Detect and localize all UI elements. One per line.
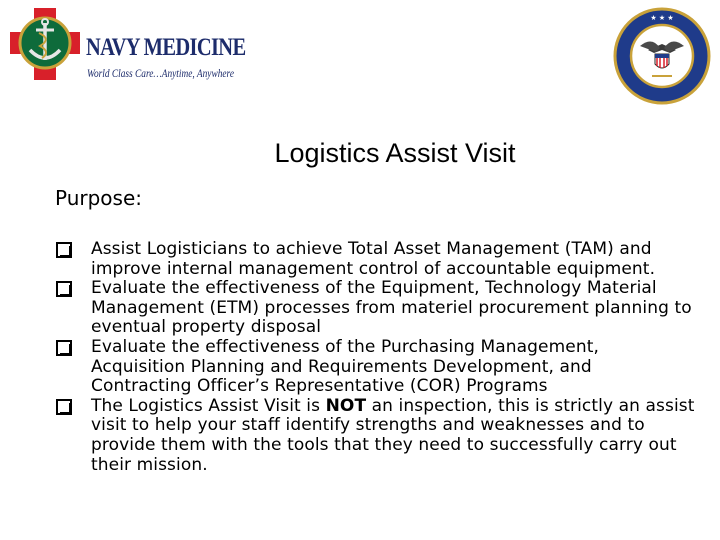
brand-tagline: World Class Care…Anytime, Anywhere [87,66,234,80]
list-item [56,338,696,397]
anchor-cross-emblem-icon [6,8,84,80]
list-item [56,240,696,279]
checkbox-square-icon [56,281,72,297]
bullet-text: Evaluate the effectiveness of the Equipment, Technology Material Management (ETM) processes from materiel procurement planning to eventual property disposal [91,278,692,338]
bullet-text: Assist Logisticians to achieve Total Asset Management (TAM) and improve internal management control of accountable equipment. [91,239,656,279]
bullet-text: Evaluate the effectiveness of the Purchasing Management, Acquisition Planning and Requirements Development, and Contracting Officer’s Representative (COR) Programs [91,336,599,397]
purpose-label: Purpose: [55,186,143,210]
emphasis-not: NOT [325,395,367,416]
navy-seal-icon [612,6,712,106]
list-item [56,397,696,475]
checkbox-square-icon [56,242,72,258]
brand-name: NAVY MEDICINE [86,34,246,61]
bullet-text-after: an inspection, this is strictly an assist visit to help your staff identify strengths and weaknesses and to provide them with the tools that they need to successfully carry out their mission. [91,395,695,475]
bullet-list [56,240,696,475]
navy-medicine-logo [6,8,246,80]
checkbox-square-icon [56,399,72,415]
bullet-text-before: The Logistics Assist Visit is [91,395,326,416]
list-item [56,279,696,338]
checkbox-square-icon [56,340,72,356]
slide-title: Logistics Assist Visit [274,138,516,168]
svg-text:★ ★ ★: ★ ★ ★ [650,14,674,22]
